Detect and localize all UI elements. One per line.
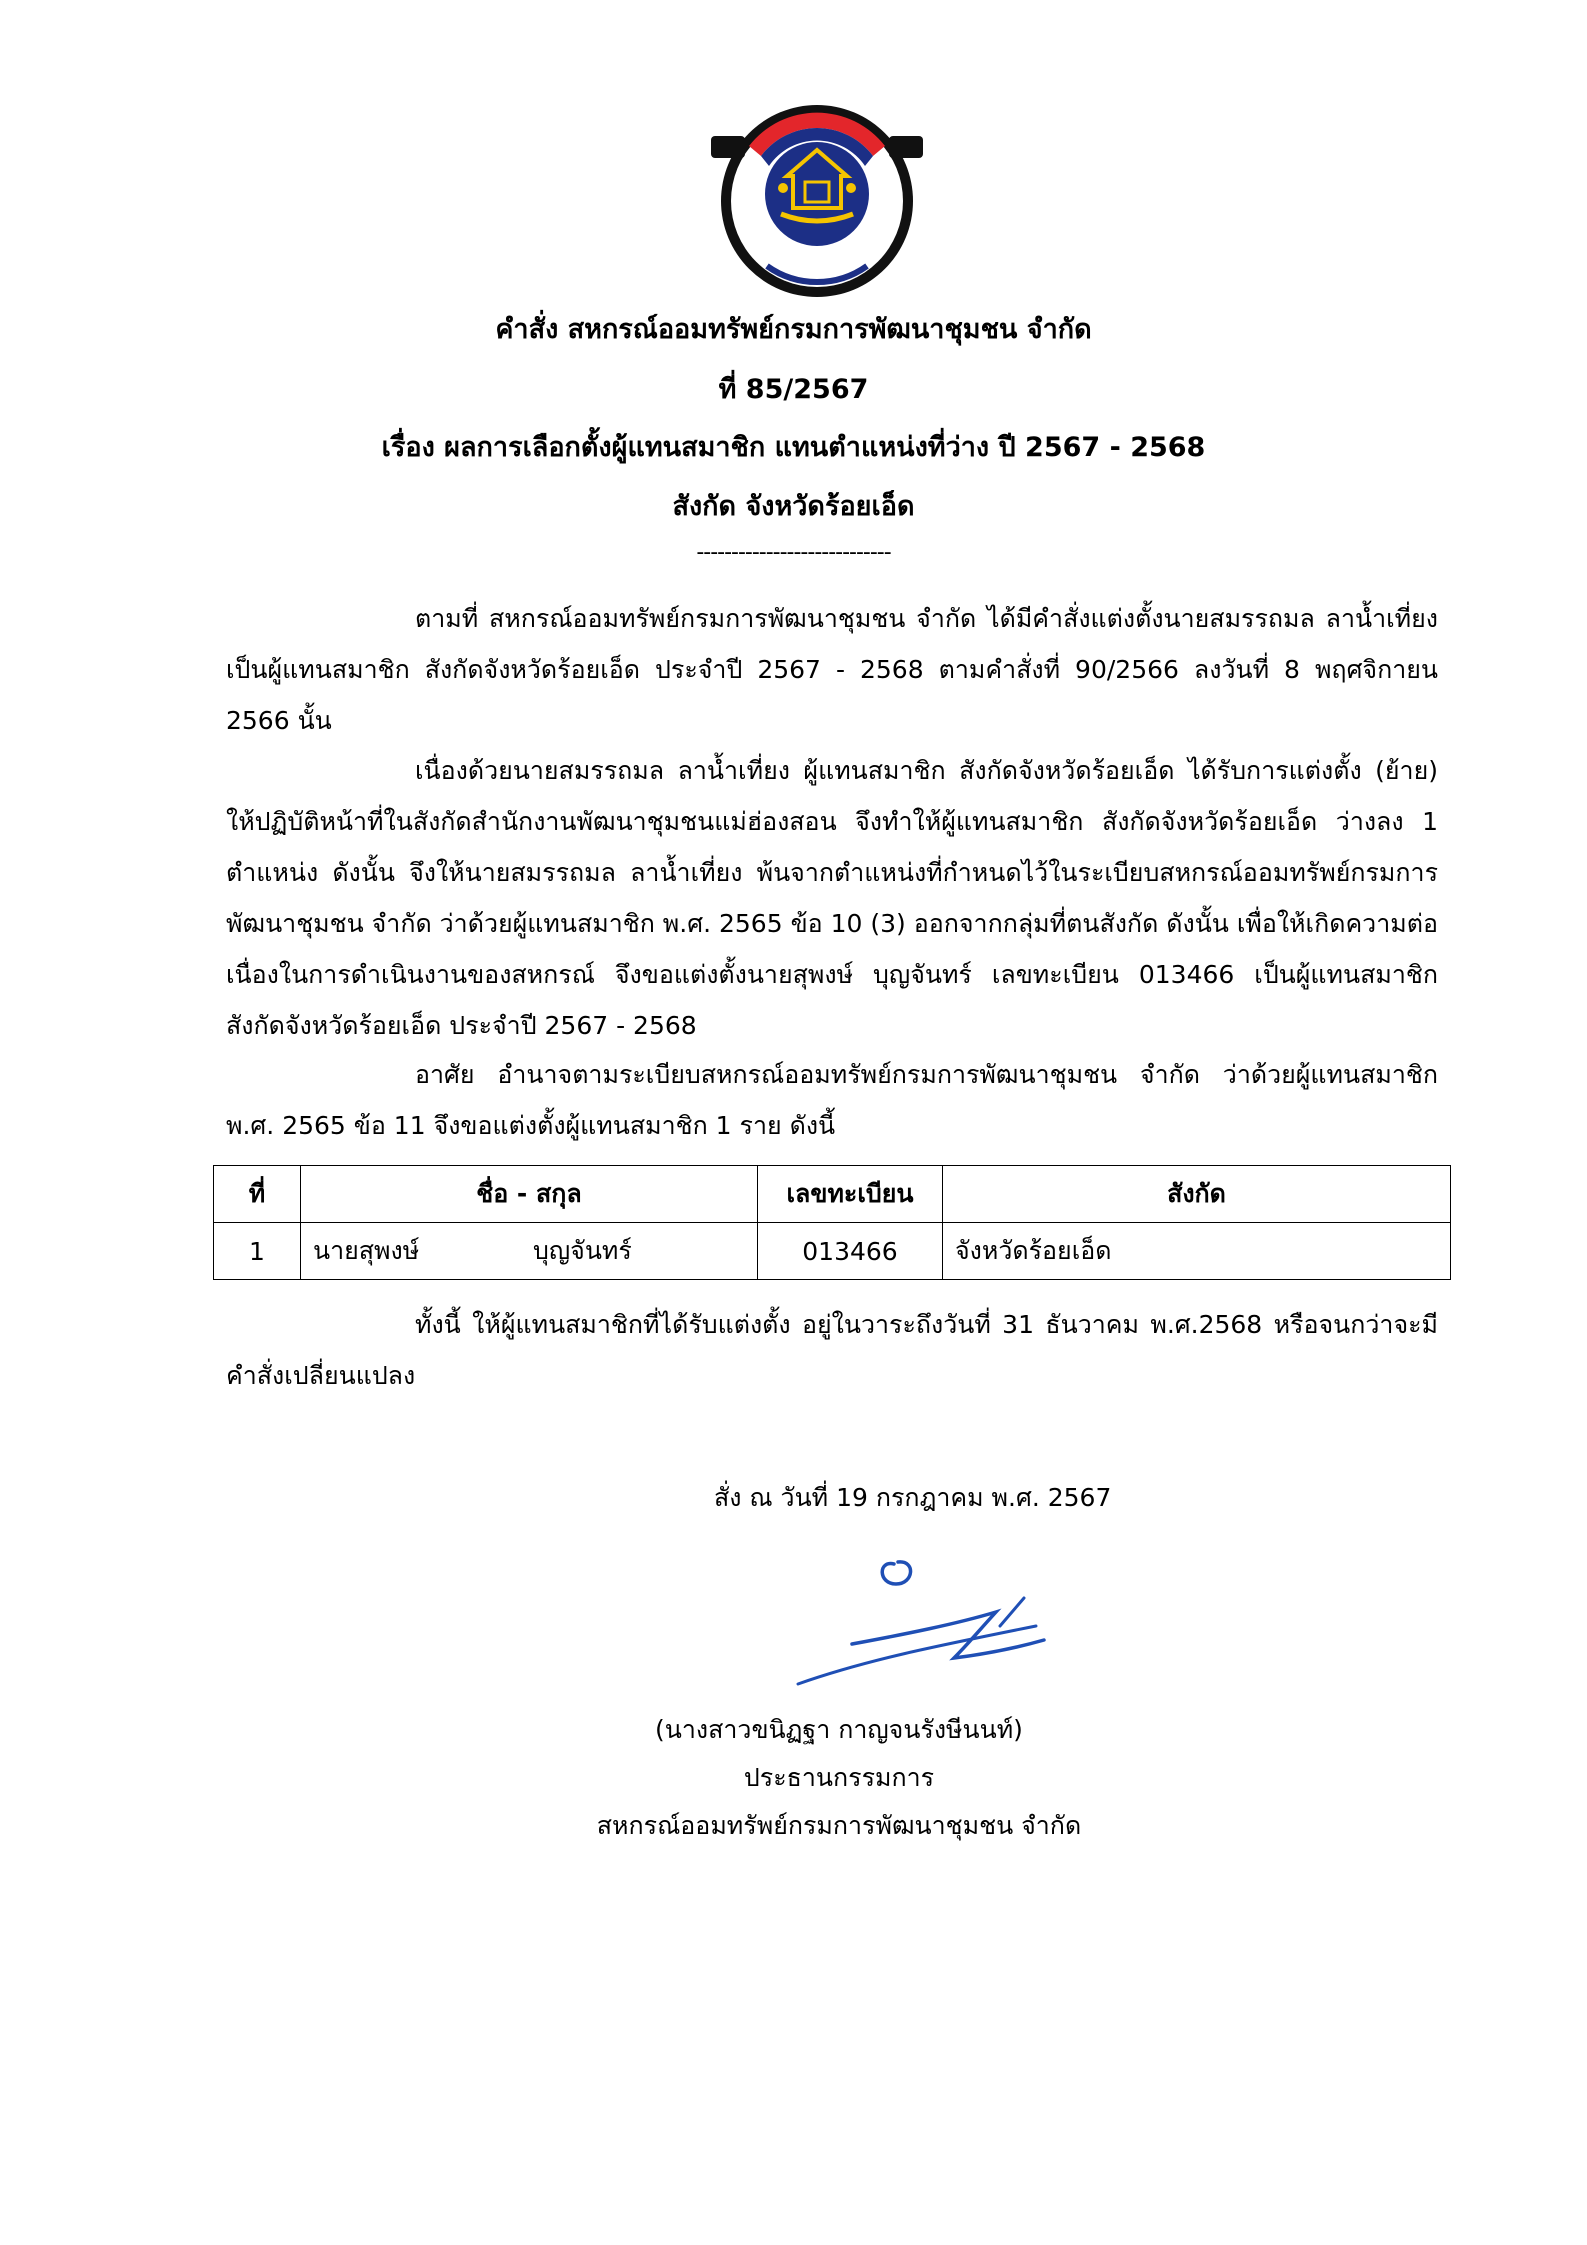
member-table <box>213 1165 1451 1280</box>
header-reg: เลขทะเบียน <box>758 1166 943 1223</box>
header-affiliation: สังกัด <box>943 1166 1451 1223</box>
handwritten-signature <box>786 1534 1086 1694</box>
paragraph-3-text: อาศัย อำนาจตามระเบียบสหกรณ์ออมทรัพย์กรมการพัฒนาชุมชน จำกัด ว่าด้วยผู้แทนสมาชิก พ.ศ. 2565 ข้อ 11 จึงขอแต่งตั้งผู้แทนสมาชิก 1 ราย ดังนี้ <box>226 1060 1438 1140</box>
cell-name <box>301 1223 758 1280</box>
table-header-row <box>214 1166 1451 1223</box>
header-name: ชื่อ - สกุล <box>301 1166 758 1223</box>
cell-reg: 013466 <box>758 1223 943 1280</box>
paragraph-4 <box>226 1299 1438 1401</box>
table-row <box>214 1223 1451 1280</box>
cell-affiliation: จังหวัดร้อยเอ็ด <box>943 1223 1451 1280</box>
cell-first-name: นายสุพงษ์ <box>313 1236 420 1265</box>
order-number: ที่ 85/2567 <box>718 374 869 405</box>
cell-last-name: บุญจันทร์ <box>533 1236 632 1265</box>
paragraph-1-text: ตามที่ สหกรณ์ออมทรัพย์กรมการพัฒนาชุมชน จำกัด ได้มีคำสั่งแต่งตั้งนายสมรรถมล ลาน้ำเที่ยง เป็นผู้แทนสมาชิก สังกัดจังหวัดร้อยเอ็ด ประจำปี 2567 - 2568 ตามคำสั่งที่ 90/2566 ลงวันที่ 8 พฤศจิกายน 2566 นั้น <box>226 604 1438 735</box>
signer-organization: สหกรณ์ออมทรัพย์กรมการพัฒนาชุมชน จำกัด <box>596 1811 1082 1840</box>
signer-name: (นางสาวขนิฏฐา กาญจนรังษีนนท์) <box>655 1715 1023 1744</box>
cell-no: 1 <box>214 1223 301 1280</box>
paragraph-4-text: ทั้งนี้ ให้ผู้แทนสมาชิกที่ได้รับแต่งตั้ง อยู่ในวาระถึงวันที่ 31 ธันวาคม พ.ศ.2568 หรือจนกว่าจะมีคำสั่งเปลี่ยนแปลง <box>226 1310 1438 1390</box>
paragraph-1 <box>226 593 1438 746</box>
header-no: ที่ <box>214 1166 301 1223</box>
order-affiliation: สังกัด จังหวัดร้อยเอ็ด <box>672 491 915 522</box>
paragraph-2 <box>226 745 1438 1051</box>
order-subject: เรื่อง ผลการเลือกตั้งผู้แทนสมาชิก แทนตำแหน่งที่ว่าง ปี 2567 - 2568 <box>381 432 1206 463</box>
paragraph-3 <box>226 1049 1438 1151</box>
signer-title: ประธานกรรมการ <box>743 1763 935 1792</box>
title-divider: ---------------------------- <box>696 540 891 565</box>
cooperative-seal-logo <box>697 96 937 306</box>
order-date: สั่ง ณ วันที่ 19 กรกฎาคม พ.ศ. 2567 <box>714 1483 1112 1512</box>
order-title: คำสั่ง สหกรณ์ออมทรัพย์กรมการพัฒนาชุมชน จำกัด <box>495 314 1092 345</box>
paragraph-2-text: เนื่องด้วยนายสมรรถมล ลาน้ำเที่ยง ผู้แทนสมาชิก สังกัดจังหวัดร้อยเอ็ด ได้รับการแต่งตั้ง (ย้าย) ให้ปฏิบัติหน้าที่ในสังกัดสำนักงานพัฒนาชุมชนแม่ฮ่องสอน จึงทำให้ผู้แทนสมาชิก สังกัดจังหวัดร้อยเอ็ด ว่างลง 1 ตำแหน่ง ดังนั้น จึงให้นายสมรรถมล ลาน้ำเที่ยง พ้นจากตำแหน่งที่กำหนดไว้ในระเบียบสหกรณ์ออมทรัพย์กรมการพัฒนาชุมชน จำกัด ว่าด้วยผู้แทนสมาชิก พ.ศ. 2565 ข้อ 10 (3) ออกจากกลุ่มที่ตนสังกัด ดังนั้น เพื่อให้เกิดความต่อเนื่องในการดำเนินงานของสหกรณ์ จึงขอแต่งตั้งนายสุพงษ์ บุญจันทร์ เลขทะเบียน 013466 เป็นผู้แทนสมาชิก สังกัดจังหวัดร้อยเอ็ด ประจำปี 2567 - 2568 <box>226 756 1438 1040</box>
